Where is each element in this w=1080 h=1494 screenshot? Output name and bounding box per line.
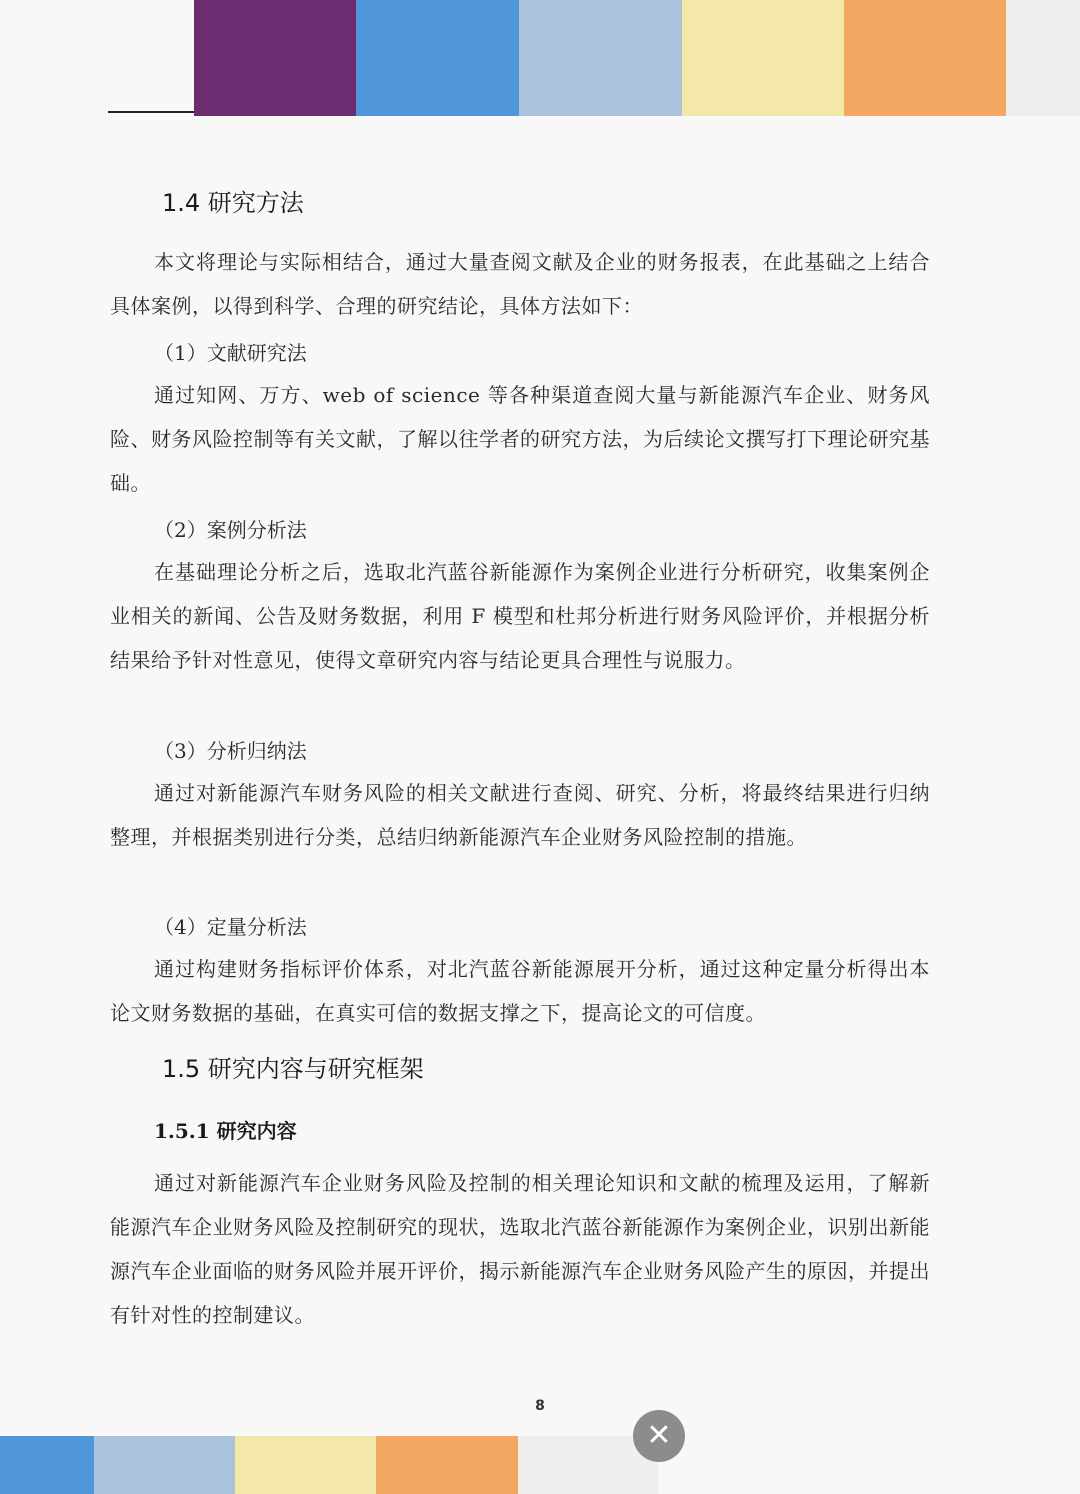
intro-paragraph: 本文将理论与实际相结合，通过大量查阅文献及企业的财务报表，在此基础之上结合具体案例，以得到科学、合理的研究结论，具体方法如下： — [110, 250, 930, 318]
bottom-color-block-orange — [376, 1436, 518, 1494]
method-text-case: 在基础理论分析之后，选取北汽蓝谷新能源作为案例企业进行分析研究，收集案例企业相关的新闻、公告及财务数据，利用 F 模型和杜邦分析进行财务风险评价，并根据分析结果给予针对性意见，使得文章研究内容与结论更具合理性与说服力。 — [110, 560, 930, 672]
top-color-block-cream — [682, 0, 844, 116]
subsection-heading-1-5-1: 1.5.1 研究内容 — [154, 1119, 297, 1143]
section-heading-1-4: 1.4 研究方法 — [162, 189, 304, 217]
section-heading-1-5: 1.5 研究内容与研究框架 — [162, 1055, 424, 1083]
method-text-quantitative: 通过构建财务指标评价体系，对北汽蓝谷新能源展开分析，通过这种定量分析得出本论文财务数据的基础，在真实可信的数据支撑之下，提高论文的可信度。 — [110, 957, 930, 1025]
method-text-literature: 通过知网、万方、web of science 等各种渠道查阅大量与新能源汽车企业、财务风险、财务风险控制等有关文献，了解以往学者的研究方法，为后续论文撰写打下理论研究基础。 — [110, 383, 930, 495]
page-number: 8 — [535, 1398, 545, 1414]
method-text-induction: 通过对新能源汽车财务风险的相关文献进行查阅、研究、分析，将最终结果进行归纳整理，并根据类别进行分类，总结归纳新能源汽车企业财务风险控制的措施。 — [110, 781, 930, 849]
bottom-color-block-light-blue — [94, 1436, 235, 1494]
research-content-paragraph: 通过对新能源汽车企业财务风险及控制的相关理论知识和文献的梳理及运用，了解新能源汽车企业财务风险及控制研究的现状，选取北汽蓝谷新能源作为案例企业，识别出新能源汽车企业面临的财务风险并展开评价，揭示新能源汽车企业财务风险产生的原因，并提出有针对性的控制建议。 — [110, 1171, 930, 1327]
method-title-induction: （3）分析归纳法 — [154, 739, 307, 763]
method-title-quantitative: （4）定量分析法 — [154, 915, 307, 939]
method-title-literature: （1）文献研究法 — [154, 341, 307, 365]
close-button[interactable] — [633, 1410, 685, 1462]
top-color-block-purple — [194, 0, 356, 116]
method-title-case: （2）案例分析法 — [154, 518, 307, 542]
top-color-block-gray — [1006, 0, 1080, 116]
top-color-block-blue — [356, 0, 519, 116]
header-rule — [108, 111, 194, 113]
bottom-color-block-blue — [0, 1436, 94, 1494]
bottom-color-block-cream — [235, 1436, 376, 1494]
close-icon: ✕ — [646, 1418, 672, 1453]
top-color-block-light-blue — [519, 0, 682, 116]
top-color-block-orange — [844, 0, 1006, 116]
